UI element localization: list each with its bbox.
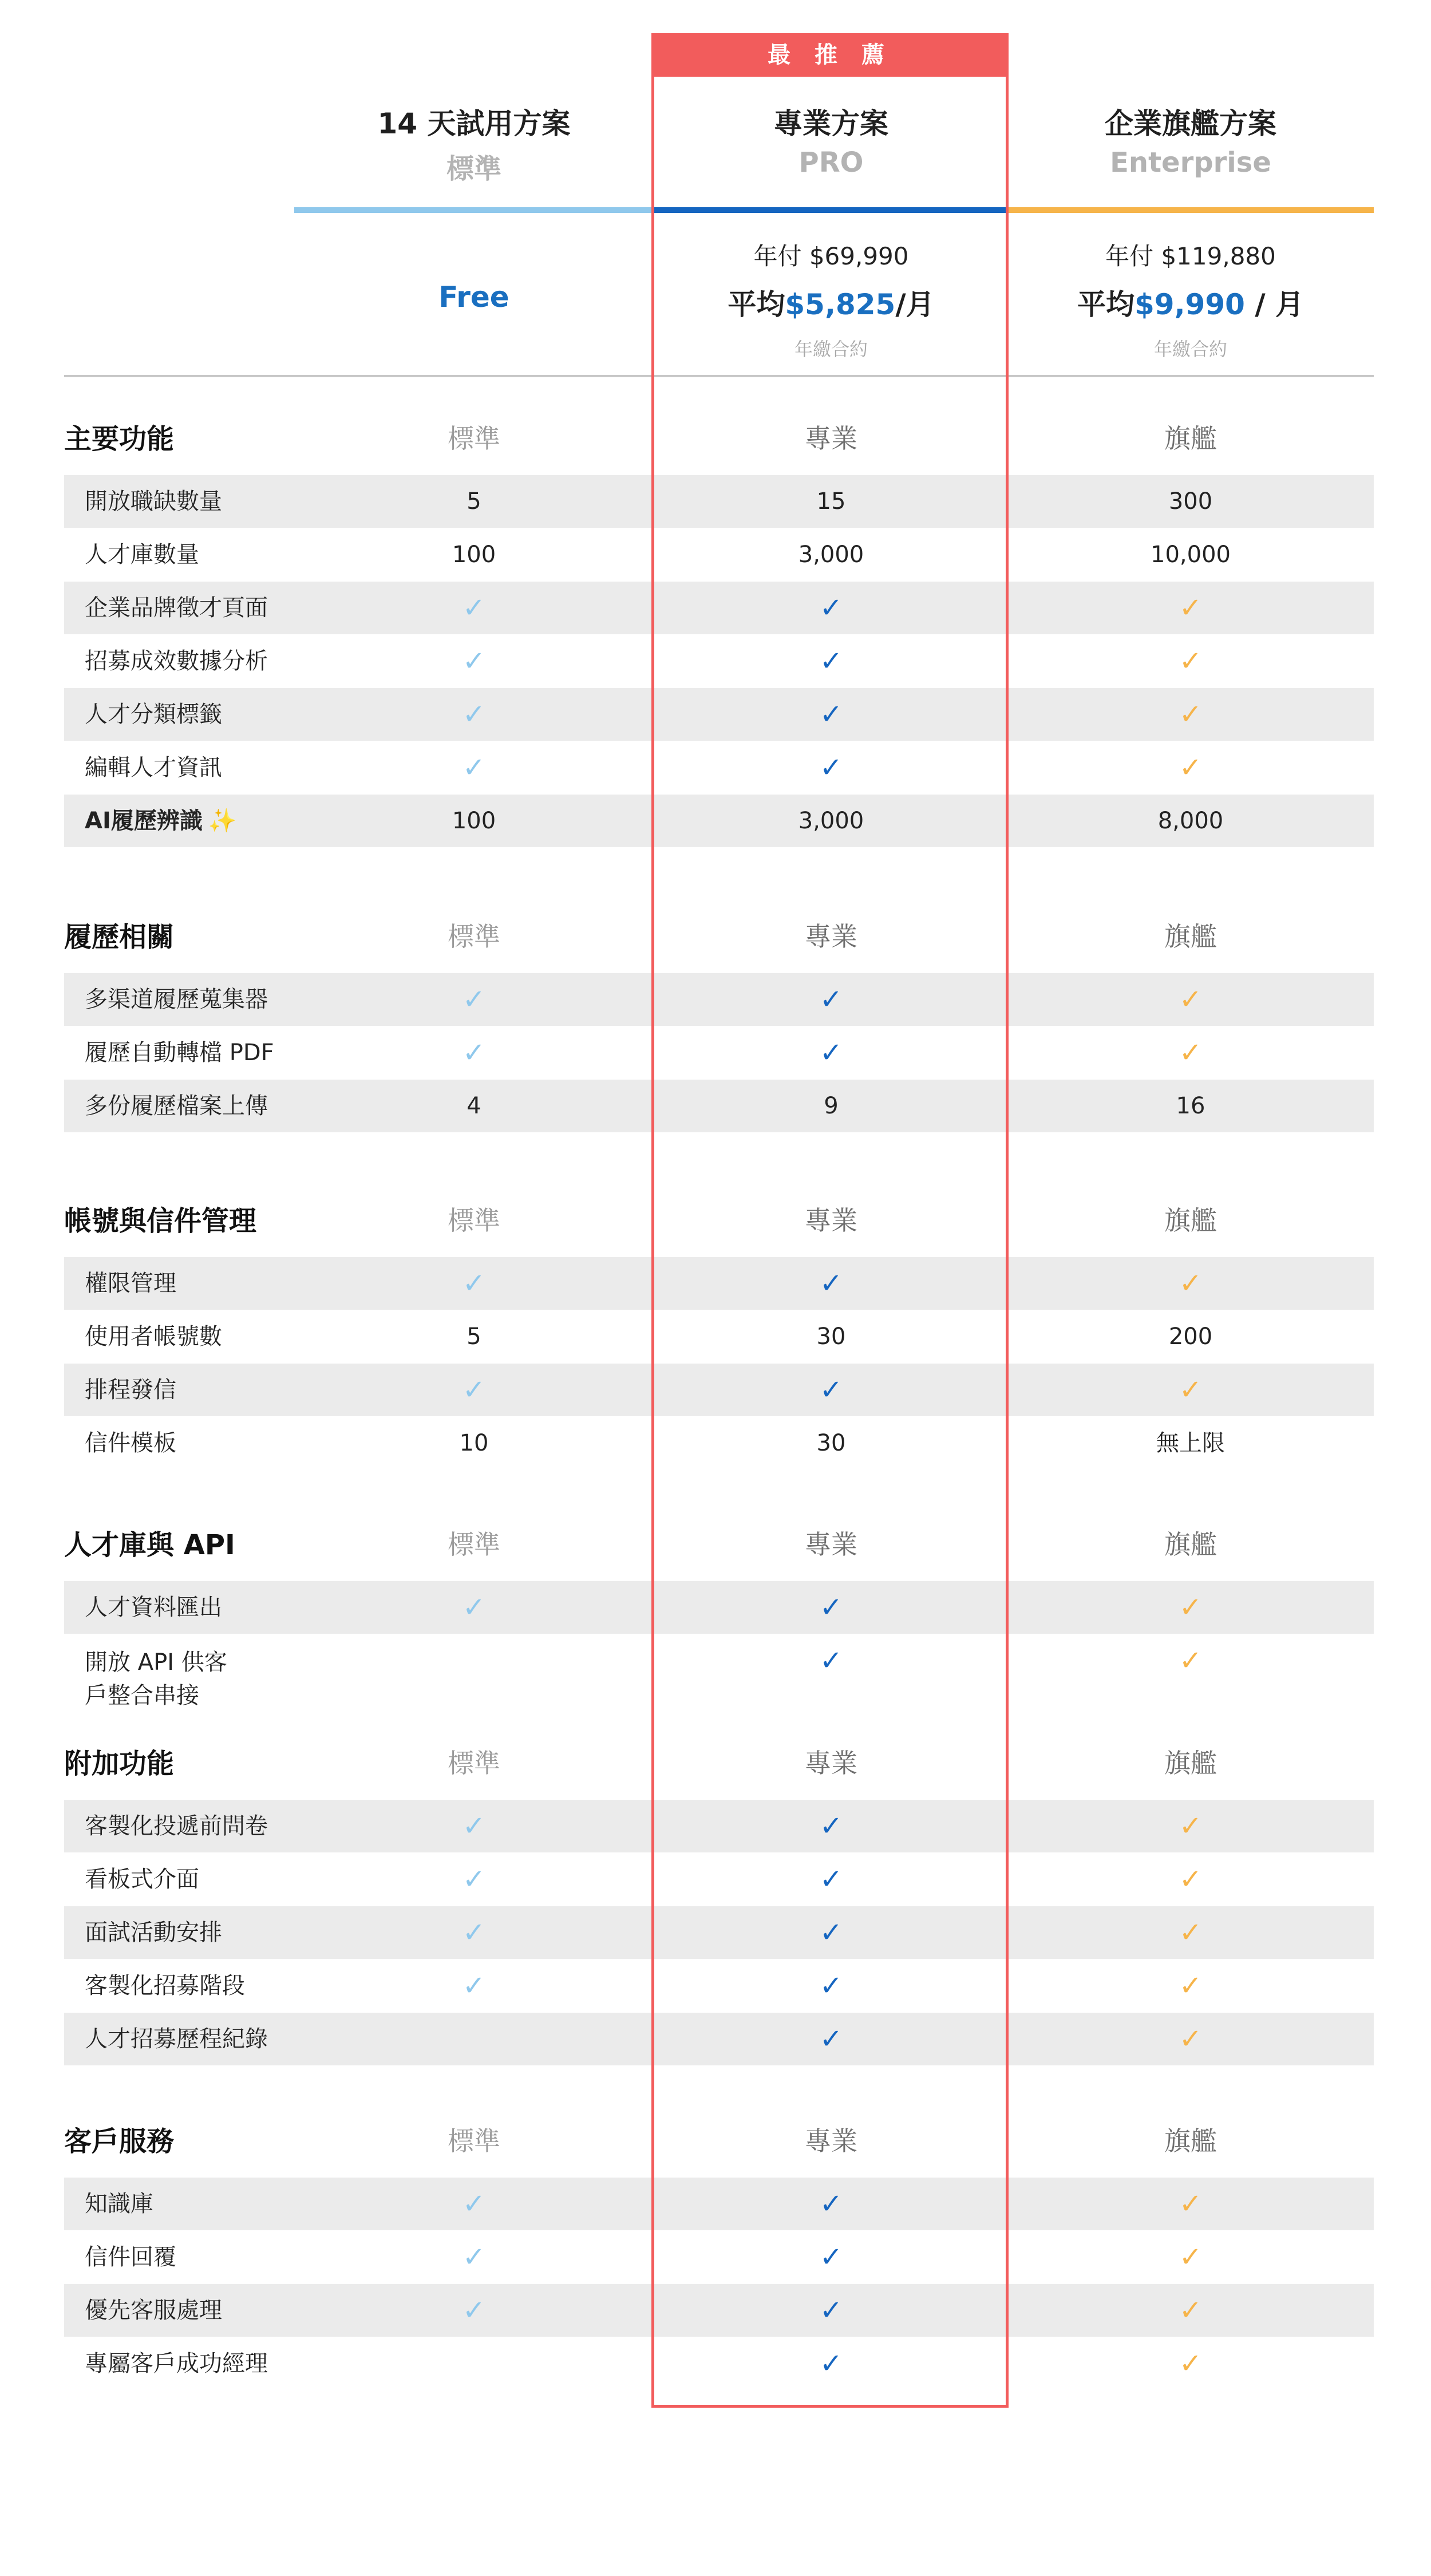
feature-label-text: 專屬客戶成功經理 (85, 2350, 268, 2377)
section-free-header: 標準 (448, 1529, 500, 1560)
section-title: 附加功能 (64, 1748, 175, 1780)
check-icon: ✓ (462, 645, 486, 677)
pro-check-icon (653, 2178, 1010, 2230)
monthly-amount: $5,825 (785, 288, 896, 321)
check-icon: ✓ (819, 1591, 843, 1623)
pro-annual-price: 年付 $69,990 (753, 242, 909, 270)
table-row (64, 475, 1374, 528)
section-enterprise-header: 旗艦 (1164, 2125, 1217, 2156)
enterprise-plan-color-bar (1009, 207, 1374, 213)
table-row (64, 582, 1374, 634)
check-icon: ✓ (462, 2188, 486, 2220)
feature-label-text: 信件模板 (85, 1430, 176, 1456)
enterprise-check-icon (1011, 1800, 1370, 1852)
check-icon: ✓ (462, 983, 486, 1016)
enterprise-value: 200 (1168, 1323, 1213, 1350)
free-check-icon (297, 1853, 651, 1906)
table-row (64, 1080, 1374, 1132)
check-icon: ✓ (819, 2294, 843, 2326)
table-row (64, 688, 1374, 741)
check-icon: ✓ (819, 1970, 843, 2002)
free-check-icon (297, 582, 651, 634)
pro-check-icon (653, 2231, 1010, 2283)
check-icon: ✓ (1179, 752, 1203, 784)
table-row (64, 2231, 1374, 2283)
free-check-icon (297, 1026, 651, 1079)
feature-label-text: 人才庫數量 (85, 542, 199, 568)
check-icon: ✓ (462, 752, 486, 784)
check-icon: ✓ (1179, 2241, 1203, 2273)
monthly-prefix: 平均 (728, 288, 785, 321)
table-row (64, 1026, 1374, 1079)
pro-check-icon (653, 582, 1010, 634)
free-value: 100 (452, 542, 496, 568)
feature-label-text: 使用者帳號數 (85, 1323, 222, 1350)
check-icon: ✓ (819, 983, 843, 1016)
pro-check-icon (653, 1581, 1010, 1634)
pro-check-icon (653, 1853, 1010, 1906)
pro-monthly-price (653, 282, 1010, 323)
free-check-icon (297, 2284, 651, 2337)
table-row (64, 2178, 1374, 2230)
feature-label-line: 開放 API 供客 (85, 1649, 227, 1676)
enterprise-check-icon (1011, 2284, 1370, 2337)
enterprise-check-icon (1011, 2231, 1370, 2283)
pro-plan-name: 專業方案 (774, 107, 888, 140)
free-value: 5 (467, 1323, 481, 1350)
free-check-icon (297, 2231, 651, 2283)
free-plan-price: Free (438, 280, 509, 314)
check-icon: ✓ (819, 1267, 843, 1299)
free-plan-name: 14 天試用方案 (377, 107, 571, 140)
check-icon: ✓ (1179, 1037, 1203, 1069)
feature-label-text: 人才資料匯出 (85, 1594, 222, 1621)
pro-value: 9 (824, 1093, 839, 1119)
enterprise-value: 無上限 (1156, 1430, 1225, 1456)
check-icon: ✓ (1179, 1970, 1203, 2002)
pro-check-icon (653, 688, 1010, 741)
section-enterprise-header: 旗艦 (1164, 1529, 1217, 1560)
check-icon: ✓ (1179, 2188, 1203, 2220)
check-icon: ✓ (1179, 1267, 1203, 1299)
section-title: 帳號與信件管理 (64, 1205, 257, 1237)
enterprise-monthly-price (1011, 282, 1370, 323)
pro-check-icon (653, 1800, 1010, 1852)
enterprise-check-icon (1011, 635, 1370, 688)
check-icon: ✓ (462, 1037, 486, 1069)
pro-check-icon (653, 973, 1010, 1026)
table-row (64, 1364, 1374, 1416)
free-value (297, 1634, 651, 1687)
free-value: 100 (452, 808, 496, 834)
free-value (297, 2013, 651, 2065)
section-free-header: 標準 (448, 1748, 500, 1779)
check-icon: ✓ (819, 2023, 843, 2055)
feature-label-text: 客製化投遞前問卷 (85, 1813, 268, 1839)
free-check-icon (297, 1581, 651, 1634)
table-row (64, 2284, 1374, 2337)
free-check-icon (297, 1959, 651, 2012)
pro-check-icon (653, 2337, 1010, 2390)
feature-label-text: 人才分類標籤 (85, 701, 222, 728)
enterprise-value: 10,000 (1151, 542, 1231, 568)
free-check-icon (297, 973, 651, 1026)
table-row (64, 1906, 1374, 1959)
section-pro-header: 專業 (805, 423, 857, 454)
enterprise-value: 16 (1176, 1093, 1205, 1119)
table-row (64, 528, 1374, 581)
pro-plan-color-bar (651, 207, 1009, 213)
section-enterprise-header: 旗艦 (1164, 921, 1217, 952)
section-free-header: 標準 (448, 423, 500, 454)
pro-check-icon (653, 2284, 1010, 2337)
most-recommended-badge: 最 推 薦 (651, 33, 1009, 77)
table-row (64, 2013, 1374, 2065)
check-icon: ✓ (819, 2241, 843, 2273)
feature-label-text: 面試活動安排 (85, 1919, 222, 1946)
enterprise-check-icon (1011, 2178, 1370, 2230)
pro-check-icon (653, 741, 1010, 794)
check-icon: ✓ (819, 1863, 843, 1895)
check-icon: ✓ (1179, 2348, 1203, 2380)
section-title: 主要功能 (64, 423, 175, 455)
feature-label-text: 看板式介面 (85, 1866, 199, 1893)
check-icon: ✓ (462, 592, 486, 624)
table-row (64, 741, 1374, 794)
monthly-suffix: /月 (895, 288, 935, 321)
feature-label-text: 開放職缺數量 (85, 488, 222, 515)
table-row (64, 795, 1374, 847)
check-icon: ✓ (819, 592, 843, 624)
check-icon: ✓ (1179, 983, 1203, 1016)
check-icon: ✓ (819, 1810, 843, 1842)
free-check-icon (297, 1364, 651, 1416)
pro-check-icon (653, 1364, 1010, 1416)
feature-label-text: 知識庫 (85, 2191, 153, 2217)
check-icon: ✓ (462, 1267, 486, 1299)
table-row (64, 1800, 1374, 1852)
enterprise-check-icon (1011, 1364, 1370, 1416)
free-value: 10 (459, 1430, 489, 1456)
check-icon: ✓ (462, 1917, 486, 1949)
section-free-header: 標準 (448, 921, 500, 952)
enterprise-check-icon (1011, 973, 1370, 1026)
sparkles-icon: ✨ (208, 808, 237, 834)
check-icon: ✓ (462, 1970, 486, 2002)
check-icon: ✓ (462, 1591, 486, 1623)
table-row (64, 1634, 1374, 1709)
feature-label-text: 履歷自動轉檔 PDF (85, 1040, 274, 1066)
free-plan-tier: 標準 (446, 153, 501, 185)
section-pro-header: 專業 (805, 921, 857, 952)
section-title: 人才庫與 API (64, 1529, 235, 1561)
monthly-suffix: / 月 (1244, 288, 1304, 321)
table-row (64, 1310, 1374, 1363)
feature-label-text: 招募成效數據分析 (85, 648, 268, 674)
pro-check-icon (653, 1026, 1010, 1079)
section-enterprise-header: 旗艦 (1164, 423, 1217, 454)
check-icon: ✓ (819, 2348, 843, 2380)
free-value: 5 (467, 488, 481, 515)
pro-check-icon (653, 1959, 1010, 2012)
pro-value: 15 (816, 488, 846, 515)
free-value (297, 2337, 651, 2390)
enterprise-value: 300 (1168, 488, 1213, 515)
table-row (64, 2337, 1374, 2390)
check-icon: ✓ (462, 1863, 486, 1895)
pro-check-icon (653, 2013, 1010, 2065)
check-icon: ✓ (1179, 1917, 1203, 1949)
feature-label-text: 權限管理 (85, 1270, 176, 1297)
free-plan-color-bar (294, 207, 651, 213)
feature-label-text: 多渠道履歷蒐集器 (85, 986, 268, 1013)
enterprise-check-icon (1011, 2337, 1370, 2390)
enterprise-check-icon (1011, 688, 1370, 741)
pro-check-icon (653, 1257, 1010, 1310)
enterprise-check-icon (1011, 1634, 1370, 1687)
pro-contract-note: 年繳合約 (794, 338, 868, 360)
enterprise-check-icon (1011, 1959, 1370, 2012)
table-row (64, 635, 1374, 688)
check-icon: ✓ (1179, 1810, 1203, 1842)
check-icon: ✓ (819, 1917, 843, 1949)
table-row (64, 1417, 1374, 1469)
enterprise-check-icon (1011, 1906, 1370, 1959)
feature-label-text: 信件回覆 (85, 2244, 176, 2270)
check-icon: ✓ (462, 698, 486, 730)
monthly-prefix: 平均 (1077, 288, 1134, 321)
enterprise-value: 8,000 (1157, 808, 1224, 834)
feature-label-line: 戶整合串接 (85, 1682, 199, 1709)
enterprise-check-icon (1011, 582, 1370, 634)
check-icon: ✓ (819, 2188, 843, 2220)
check-icon: ✓ (462, 2294, 486, 2326)
check-icon: ✓ (462, 1374, 486, 1406)
enterprise-check-icon (1011, 1853, 1370, 1906)
check-icon: ✓ (1179, 1374, 1203, 1406)
feature-label-text: AI履歷辨識 (85, 808, 203, 834)
check-icon: ✓ (1179, 1591, 1203, 1623)
check-icon: ✓ (819, 752, 843, 784)
pro-check-icon (653, 1634, 1010, 1687)
feature-label-text: 企業品牌徵才頁面 (85, 595, 268, 621)
table-row (64, 1257, 1374, 1310)
enterprise-plan-tier: Enterprise (1110, 147, 1271, 179)
check-icon: ✓ (1179, 592, 1203, 624)
table-row (64, 1959, 1374, 2012)
free-check-icon (297, 688, 651, 741)
free-check-icon (297, 2178, 651, 2230)
table-row (64, 1581, 1374, 1634)
section-title: 履歷相關 (64, 921, 175, 953)
feature-label-text: 排程發信 (85, 1377, 176, 1403)
feature-label-text: 優先客服處理 (85, 2297, 222, 2324)
check-icon: ✓ (819, 1645, 843, 1677)
enterprise-check-icon (1011, 741, 1370, 794)
pro-value: 30 (816, 1323, 846, 1350)
check-icon: ✓ (462, 2241, 486, 2273)
free-check-icon (297, 1906, 651, 1959)
check-icon: ✓ (1179, 645, 1203, 677)
table-row (64, 973, 1374, 1026)
check-icon: ✓ (1179, 2294, 1203, 2326)
pro-check-icon (653, 1906, 1010, 1959)
check-icon: ✓ (1179, 1863, 1203, 1895)
enterprise-contract-note: 年繳合約 (1153, 338, 1227, 360)
check-icon: ✓ (819, 1037, 843, 1069)
free-check-icon (297, 741, 651, 794)
section-pro-header: 專業 (805, 1205, 857, 1236)
free-value: 4 (467, 1093, 481, 1119)
section-enterprise-header: 旗艦 (1164, 1205, 1217, 1236)
check-icon: ✓ (819, 698, 843, 730)
feature-label-text: 多份履歷檔案上傳 (85, 1093, 268, 1119)
feature-label-text: 客製化招募階段 (85, 1973, 245, 1999)
section-free-header: 標準 (448, 2125, 500, 2156)
section-pro-header: 專業 (805, 1529, 857, 1560)
check-icon: ✓ (1179, 1645, 1203, 1677)
section-pro-header: 專業 (805, 1748, 857, 1779)
pro-value: 30 (816, 1430, 846, 1456)
section-title: 客戶服務 (64, 2125, 175, 2158)
enterprise-check-icon (1011, 1026, 1370, 1079)
free-check-icon (297, 635, 651, 688)
check-icon: ✓ (462, 1810, 486, 1842)
enterprise-check-icon (1011, 2013, 1370, 2065)
check-icon: ✓ (1179, 2023, 1203, 2055)
free-check-icon (297, 1800, 651, 1852)
free-check-icon (297, 1257, 651, 1310)
check-icon: ✓ (819, 1374, 843, 1406)
enterprise-annual-price: 年付 $119,880 (1105, 242, 1276, 270)
section-pro-header: 專業 (805, 2125, 857, 2156)
check-icon: ✓ (819, 645, 843, 677)
table-row (64, 1853, 1374, 1906)
section-enterprise-header: 旗艦 (1164, 1748, 1217, 1779)
pro-value: 3,000 (798, 808, 864, 834)
feature-label-text: 編輯人才資訊 (85, 754, 222, 781)
pro-value: 3,000 (798, 542, 864, 568)
feature-label-text: 人才招募歷程紀錄 (85, 2026, 268, 2052)
enterprise-check-icon (1011, 1257, 1370, 1310)
header-divider (64, 375, 1374, 377)
check-icon: ✓ (1179, 698, 1203, 730)
section-free-header: 標準 (448, 1205, 500, 1236)
pro-plan-tier: PRO (798, 147, 864, 179)
pro-check-icon (653, 635, 1010, 688)
enterprise-check-icon (1011, 1581, 1370, 1634)
monthly-amount: $9,990 (1134, 288, 1245, 321)
enterprise-plan-name: 企業旗艦方案 (1105, 107, 1276, 140)
